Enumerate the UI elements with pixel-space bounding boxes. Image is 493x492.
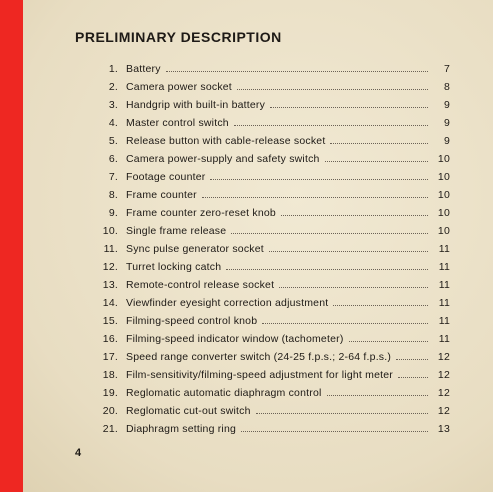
entry-page: 11 bbox=[438, 333, 450, 345]
entry-page: 12 bbox=[437, 387, 450, 399]
entry-label: Release button with cable-release socket bbox=[126, 135, 326, 147]
entry-label: Reglomatic cut-out switch bbox=[126, 405, 251, 417]
entry-number: 18. bbox=[102, 369, 118, 381]
toc-entry bbox=[98, 96, 450, 114]
toc-entry bbox=[98, 258, 450, 276]
entry-number: 16. bbox=[102, 333, 118, 345]
dot-leader bbox=[202, 197, 428, 198]
entry-number: 21. bbox=[102, 423, 118, 435]
entry-number: 17. bbox=[102, 351, 118, 363]
dot-leader bbox=[166, 71, 428, 72]
entry-label: Master control switch bbox=[126, 117, 229, 129]
entry-label: Sync pulse generator socket bbox=[126, 243, 264, 255]
entry-number: 12. bbox=[102, 261, 118, 273]
toc-entry bbox=[98, 150, 450, 168]
dot-leader bbox=[234, 125, 428, 126]
entry-label: Single frame release bbox=[126, 225, 227, 237]
entry-number: 13. bbox=[102, 279, 118, 291]
entry-number: 15. bbox=[102, 315, 118, 327]
entry-page: 10 bbox=[437, 189, 450, 201]
entry-page: 12 bbox=[437, 405, 450, 417]
entry-page: 12 bbox=[437, 369, 450, 381]
entry-page: 12 bbox=[437, 351, 450, 363]
toc-entry bbox=[98, 402, 450, 420]
dot-leader bbox=[398, 377, 428, 378]
toc-entry bbox=[98, 276, 450, 294]
entry-page: 11 bbox=[438, 243, 450, 255]
entry-page: 10 bbox=[437, 171, 450, 183]
entry-number: 10. bbox=[102, 225, 118, 237]
dot-leader bbox=[210, 179, 428, 180]
toc-entry bbox=[98, 348, 450, 366]
toc-entry bbox=[98, 384, 450, 402]
entry-label: Diaphragm setting ring bbox=[126, 423, 237, 435]
toc-entry bbox=[98, 60, 450, 78]
entry-number: 4. bbox=[108, 117, 118, 129]
entry-label: Frame counter bbox=[126, 189, 197, 201]
dot-leader bbox=[226, 269, 428, 270]
entry-page: 11 bbox=[438, 297, 450, 309]
entry-number: 6. bbox=[108, 153, 118, 165]
entry-label: Filming-speed indicator window (tachometer) bbox=[126, 333, 344, 345]
dot-leader bbox=[349, 341, 428, 342]
entry-page: 10 bbox=[437, 225, 450, 237]
toc-entry bbox=[98, 366, 450, 384]
dot-leader bbox=[333, 305, 428, 306]
entry-label: Filming-speed control knob bbox=[126, 315, 258, 327]
dot-leader bbox=[256, 413, 428, 414]
entry-label: Camera power socket bbox=[126, 81, 232, 93]
red-page-edge bbox=[0, 0, 23, 492]
page-title: PRELIMINARY DESCRIPTION bbox=[75, 29, 282, 45]
entry-label: Handgrip with built-in battery bbox=[126, 99, 266, 111]
entry-number: 2. bbox=[108, 81, 118, 93]
toc-entry bbox=[98, 420, 450, 438]
entry-page: 9 bbox=[443, 135, 450, 147]
page-number: 4 bbox=[75, 447, 82, 459]
dot-leader bbox=[327, 395, 428, 396]
entry-label: Remote-control release socket bbox=[126, 279, 275, 291]
toc-entry bbox=[98, 78, 450, 96]
dot-leader bbox=[262, 323, 428, 324]
entry-number: 5. bbox=[108, 135, 118, 147]
entry-number: 14. bbox=[102, 297, 118, 309]
entry-number: 9. bbox=[108, 207, 118, 219]
toc-entry bbox=[98, 186, 450, 204]
entry-number: 7. bbox=[108, 171, 118, 183]
table-of-contents bbox=[98, 60, 450, 438]
entry-page: 8 bbox=[443, 81, 450, 93]
toc-entry bbox=[98, 204, 450, 222]
entry-label: Turret locking catch bbox=[126, 261, 222, 273]
entry-number: 11. bbox=[103, 243, 118, 255]
entry-label: Speed range converter switch (24-25 f.p.s.; 2-64 f.p.s.) bbox=[126, 351, 392, 363]
entry-page: 13 bbox=[437, 423, 450, 435]
dot-leader bbox=[241, 431, 428, 432]
entry-number: 8. bbox=[108, 189, 118, 201]
dot-leader bbox=[281, 215, 428, 216]
dot-leader bbox=[325, 161, 428, 162]
entry-number: 19. bbox=[102, 387, 118, 399]
dot-leader bbox=[231, 233, 428, 234]
entry-label: Footage counter bbox=[126, 171, 206, 183]
toc-entry bbox=[98, 330, 450, 348]
dot-leader bbox=[269, 251, 428, 252]
entry-label: Viewfinder eyesight correction adjustment bbox=[126, 297, 329, 309]
entry-page: 9 bbox=[443, 99, 450, 111]
entry-page: 10 bbox=[437, 153, 450, 165]
entry-number: 3. bbox=[108, 99, 118, 111]
toc-entry bbox=[98, 294, 450, 312]
entry-page: 10 bbox=[437, 207, 450, 219]
toc-entry bbox=[98, 114, 450, 132]
dot-leader bbox=[330, 143, 428, 144]
toc-entry bbox=[98, 168, 450, 186]
toc-entry bbox=[98, 312, 450, 330]
toc-entry bbox=[98, 222, 450, 240]
entry-page: 11 bbox=[438, 279, 450, 291]
entry-page: 11 bbox=[438, 315, 450, 327]
entry-number: 20. bbox=[102, 405, 118, 417]
entry-label: Camera power-supply and safety switch bbox=[126, 153, 320, 165]
toc-entry bbox=[98, 240, 450, 258]
toc-entry bbox=[98, 132, 450, 150]
dot-leader bbox=[279, 287, 428, 288]
entry-page: 9 bbox=[443, 117, 450, 129]
entry-label: Frame counter zero-reset knob bbox=[126, 207, 276, 219]
entry-page: 11 bbox=[438, 261, 450, 273]
entry-label: Film-sensitivity/filming-speed adjustment for light meter bbox=[126, 369, 393, 381]
dot-leader bbox=[396, 359, 428, 360]
entry-number: 1. bbox=[108, 63, 118, 75]
dot-leader bbox=[237, 89, 428, 90]
dot-leader bbox=[270, 107, 428, 108]
entry-page: 7 bbox=[443, 63, 450, 75]
entry-label: Battery bbox=[126, 63, 161, 75]
entry-label: Reglomatic automatic diaphragm control bbox=[126, 387, 322, 399]
